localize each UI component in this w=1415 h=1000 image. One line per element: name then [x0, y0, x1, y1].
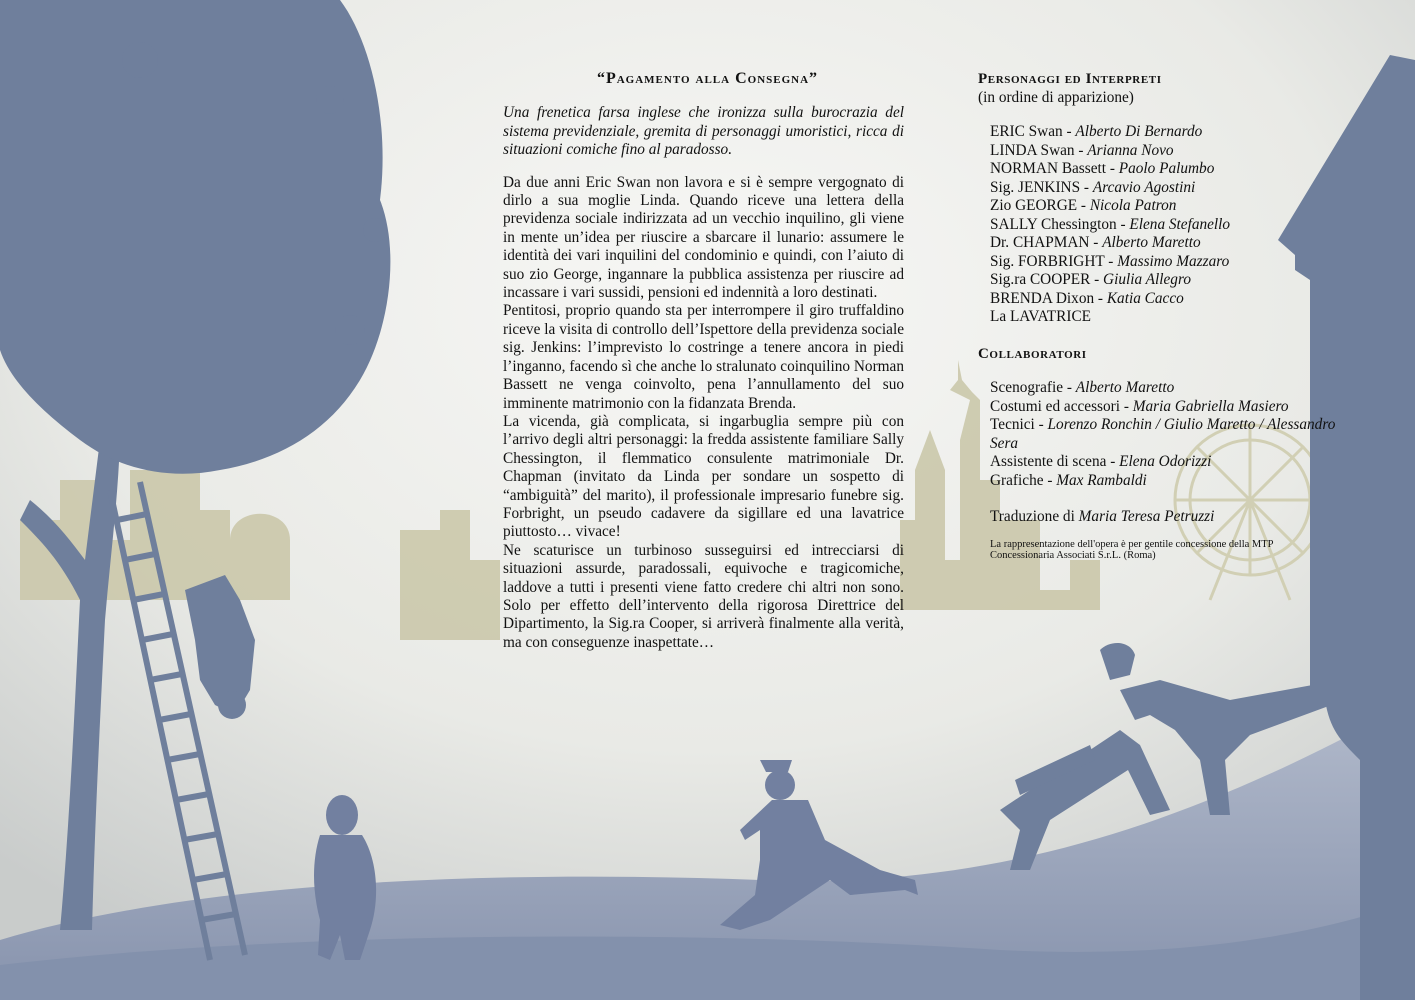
cast-item [990, 179, 1338, 198]
cast-subheading: (in ordine di apparizione) [978, 88, 1134, 106]
crew-role: Costumi ed accessori - [990, 397, 1133, 415]
play-description [503, 70, 904, 652]
cast-item [990, 197, 1338, 216]
play-title: “Pagamento alla Consegna” [596, 70, 819, 87]
cast-role: ERIC Swan - [990, 123, 1076, 140]
cast-role: NORMAN Bassett - [990, 160, 1119, 177]
synopsis-paragraph-1: Da due anni Eric Swan non lavora e si è sempre vergognato di dirlo a sua moglie Linda. Quando riceve una lettera della previdenza sociale indirizzata ad un vecchio inquilino, gli viene in mente un’idea per riuscire a sbarcare il lunario: assumere le identità dei vari inquilini del condominio e quindi, con l’aiuto di suo zio George, ingannare la pubblica assistenza per riuscire ad incassare i vari sussidi, pensioni ed indennità a loro destinati. [503, 173, 904, 302]
cast-role: BRENDA Dixon - [990, 289, 1107, 307]
crew-name: Lorenzo Ronchin / Giulio Maretto / Alessandro Sera [990, 416, 1336, 452]
cast-role: Sig. JENKINS - [990, 178, 1093, 196]
crew-heading: Collaboratori [978, 345, 1087, 362]
cast-actor: Giulia Allegro [1103, 271, 1191, 288]
crew-name: Maria Gabriella Masiero [1132, 397, 1289, 415]
crew-role: Tecnici - [990, 416, 1048, 433]
translation-credit [990, 508, 1338, 527]
cast-actor: Alberto Di Bernardo [1075, 123, 1203, 140]
crew-item [990, 453, 1338, 472]
play-intro: Una frenetica farsa inglese che ironizza sulla burocrazia del sistema previdenziale, gremita di personaggi umoristici, ricca di situazioni comiche fino al paradosso. [503, 104, 904, 159]
cast-actor: Massimo Mazzaro [1117, 252, 1230, 270]
cast-list [990, 123, 1338, 327]
cast-item [990, 234, 1338, 253]
cast-role: La LAVATRICE [990, 308, 1091, 325]
crew-name: Alberto Maretto [1075, 379, 1175, 396]
translation-label: Traduzione di [990, 508, 1079, 525]
translator-name: Maria Teresa Petruzzi [1078, 508, 1215, 525]
cast-role: LINDA Swan - [990, 141, 1088, 159]
synopsis-paragraph-4: Ne scaturisce un turbinoso susseguirsi ed intrecciarsi di situazioni assurde, paradossali, equivoche e tragicomiche, laddove a tutti i presenti viene fatto credere chi altri non sono. Solo per effetto dell’intervento della rigorosa Direttrice del Dipartimento, la Sig.ra Cooper, si arriverà finalmente alla verità, ma con conseguenze inaspettate… [503, 541, 904, 651]
cast-item [990, 253, 1338, 272]
crew-item [990, 379, 1338, 398]
credits [978, 70, 1338, 562]
crew-item [990, 472, 1338, 491]
cast-actor: Katia Cacco [1106, 289, 1184, 307]
crew-role: Scenografie - [990, 379, 1076, 396]
cast-actor: Elena Stefanello [1129, 215, 1231, 233]
cast-item [990, 308, 1338, 327]
cast-actor: Paolo Palumbo [1118, 160, 1215, 177]
cast-item [990, 290, 1338, 309]
crew-name: Max Rambaldi [1056, 471, 1147, 489]
cast-heading: Personaggi ed Interpreti [978, 71, 1162, 87]
cast-item [990, 123, 1338, 142]
cast-role: Sig.ra COOPER - [990, 271, 1104, 288]
cast-item [990, 160, 1338, 179]
cast-role: SALLY Chessington - [990, 215, 1130, 233]
synopsis-paragraph-3: La vicenda, già complicata, si ingarbuglia sempre più con l’arrivo degli altri personaggi: la fredda assistente familiare Sally Chessington, il flemmatico consulente matrimoniale Dr. Chapman (invitato da Linda per sondare un sospetto di “ambiguità” del marito), il professionale impresario funebre sig. Forbright, un pseudo cadavere da sigillare ed una lavatrice piuttosto… vivace! [503, 412, 904, 541]
synopsis-paragraph-2: Pentitosi, proprio quando sta per interrompere il giro truffaldino riceve la visita di controllo dell’Ispettore della previdenza sociale sig. Jenkins: l’imprevisto lo costringe a tenere ancora in piedi l’inganno, facendo sì che anche lo stralunato coinquilino Norman Bassett ne venga coinvolto, pena l’annullamento del suo imminente matrimonio con la fidanzata Brenda. [503, 302, 904, 412]
cast-actor: Arcavio Agostini [1092, 178, 1196, 196]
crew-item [990, 398, 1338, 417]
crew-list [990, 379, 1338, 490]
cast-item [990, 216, 1338, 235]
cast-item [990, 142, 1338, 161]
cast-actor: Nicola Patron [1089, 197, 1177, 214]
cast-role: Sig. FORBRIGHT - [990, 252, 1118, 270]
cast-role: Dr. CHAPMAN - [990, 234, 1103, 251]
crew-role: Grafiche - [990, 471, 1057, 489]
cast-item [990, 271, 1338, 290]
crew-role: Assistente di scena - [990, 453, 1120, 470]
cast-actor: Alberto Maretto [1102, 234, 1201, 251]
rights-note: La rappresentazione dell'opera è per gentile concessione della MTP Concessionaria Associati S.r.L. (Roma) [990, 538, 1274, 561]
cast-actor: Arianna Novo [1087, 141, 1174, 159]
crew-name: Elena Odorizzi [1119, 453, 1212, 470]
cast-role: Zio GEORGE - [990, 197, 1090, 214]
crew-item [990, 416, 1338, 453]
